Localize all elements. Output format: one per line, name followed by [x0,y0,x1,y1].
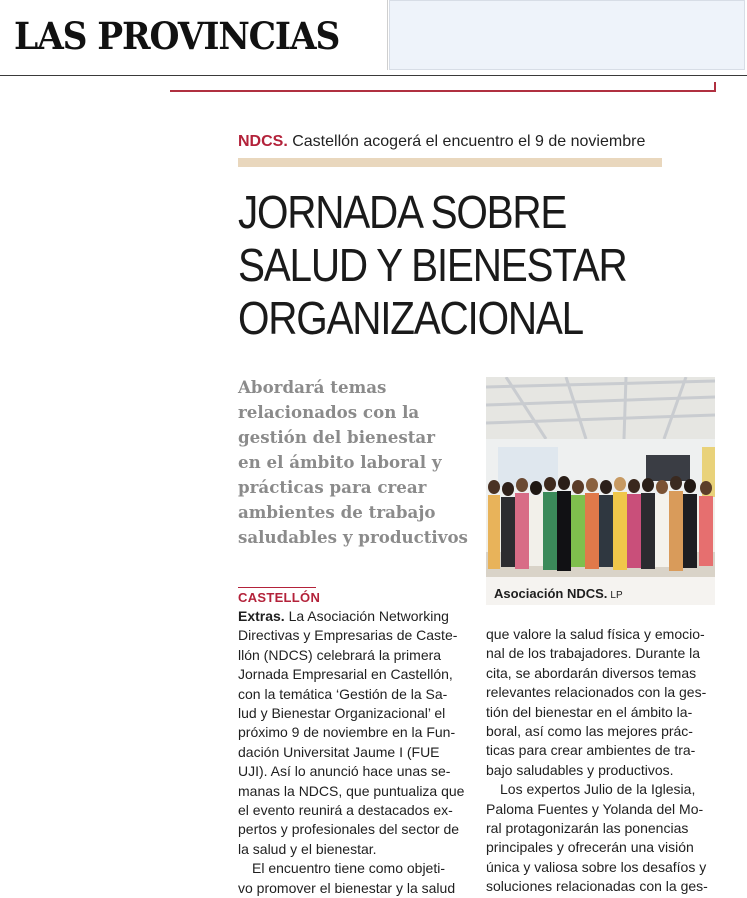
section-rule-tick [714,82,716,92]
body-line: ral protagonizarán las ponencias [486,820,689,837]
kicker-bar [238,158,662,167]
headline [238,186,718,345]
subheadline-line: Abordará temas [238,378,387,398]
body-line: nal de los trabajadores. Durante la [486,645,701,662]
subheadline-line: ambientes de trabajo [238,503,436,523]
headline-line: SALUD Y BIENESTAR [238,239,627,291]
body-line: tión del bienestar en el ámbito la- [486,703,693,720]
masthead-divider [387,0,388,70]
body-line: con la temática ‘Gestión de la Sa- [238,685,448,702]
body-line-text: La Asociación Networking [284,608,449,624]
group-photo-image [486,377,715,605]
subheadline-line: gestión del bienestar [238,428,435,448]
body-line [238,607,470,626]
body-line: Jornada Empresarial en Castellón, [238,666,453,683]
body-line: Los expertos Julio de la Iglesia, [500,781,696,798]
body-line: dación Universitat Jaume I (FUE [238,743,440,760]
body-line: vo promover el bienestar y la salud [238,879,456,896]
body-line: ticas para crear ambientes de tra- [486,742,696,759]
section-rule [170,90,716,92]
body-line: única y valiosa sobre los desafíos y [486,858,707,875]
photo-caption-text: Asociación NDCS. [494,586,608,601]
body-line: Paloma Fuentes y Yolanda del Mo- [486,800,704,817]
body-line: la salud y el bienestar. [238,840,377,857]
article-column-left [238,607,470,898]
body-line: que valore la salud física y emocio- [486,626,705,642]
body-line: manas la NDCS, que puntualiza que [238,782,465,799]
body-line: llón (NDCS) celebrará la primera [238,646,442,663]
photo-caption [494,586,623,601]
headline-line: ORGANIZACIONAL [238,292,583,344]
body-line: El encuentro tiene como objeti- [252,860,445,877]
article-column-right [486,625,716,897]
byline-location: CASTELLÓN [238,590,321,605]
body-line: relevantes relacionados con la ges- [486,684,707,701]
subheadline [238,376,470,551]
body-line: soluciones relacionadas con la ges- [486,878,708,895]
newspaper-logo[interactable]: LAS PROVINCIAS [14,14,340,58]
body-line: bajo saludables y productivos. [486,761,674,778]
body-line: lud y Bienestar Organizacional’ el [238,705,446,722]
lead-word: Extras. [238,608,285,624]
masthead-panel [389,0,745,70]
subheadline-line: en el ámbito laboral y [238,453,442,473]
group-photo [486,377,715,605]
body-line: el evento reunirá a destacados ex- [238,802,453,819]
kicker-text: Castellón acogerá el encuentro el 9 de noviembre [287,133,646,150]
body-line: principales y ofrecerán una visión [486,839,694,856]
subheadline-line: relacionados con la [238,403,420,423]
body-line: Directivas y Empresarias de Caste- [238,627,458,644]
masthead [0,0,747,76]
byline-rule [238,587,316,588]
body-line: cita, se abordarán diversos temas [486,664,697,681]
subheadline-line: saludables y productivos [238,528,468,548]
body-line: boral, así como las mejores prác- [486,723,693,740]
kicker-tag: NDCS. [238,133,288,150]
body-line: pertos y profesionales del sector de [238,821,460,838]
body-line: próximo 9 de noviembre en la Fun- [238,724,456,741]
subheadline-line: prácticas para crear [238,478,427,498]
body-line: UJI). Así lo anunció hace unas se- [238,763,451,780]
photo-credit: LP [610,590,623,601]
headline-line: JORNADA SOBRE [238,186,567,238]
kicker [238,133,645,151]
